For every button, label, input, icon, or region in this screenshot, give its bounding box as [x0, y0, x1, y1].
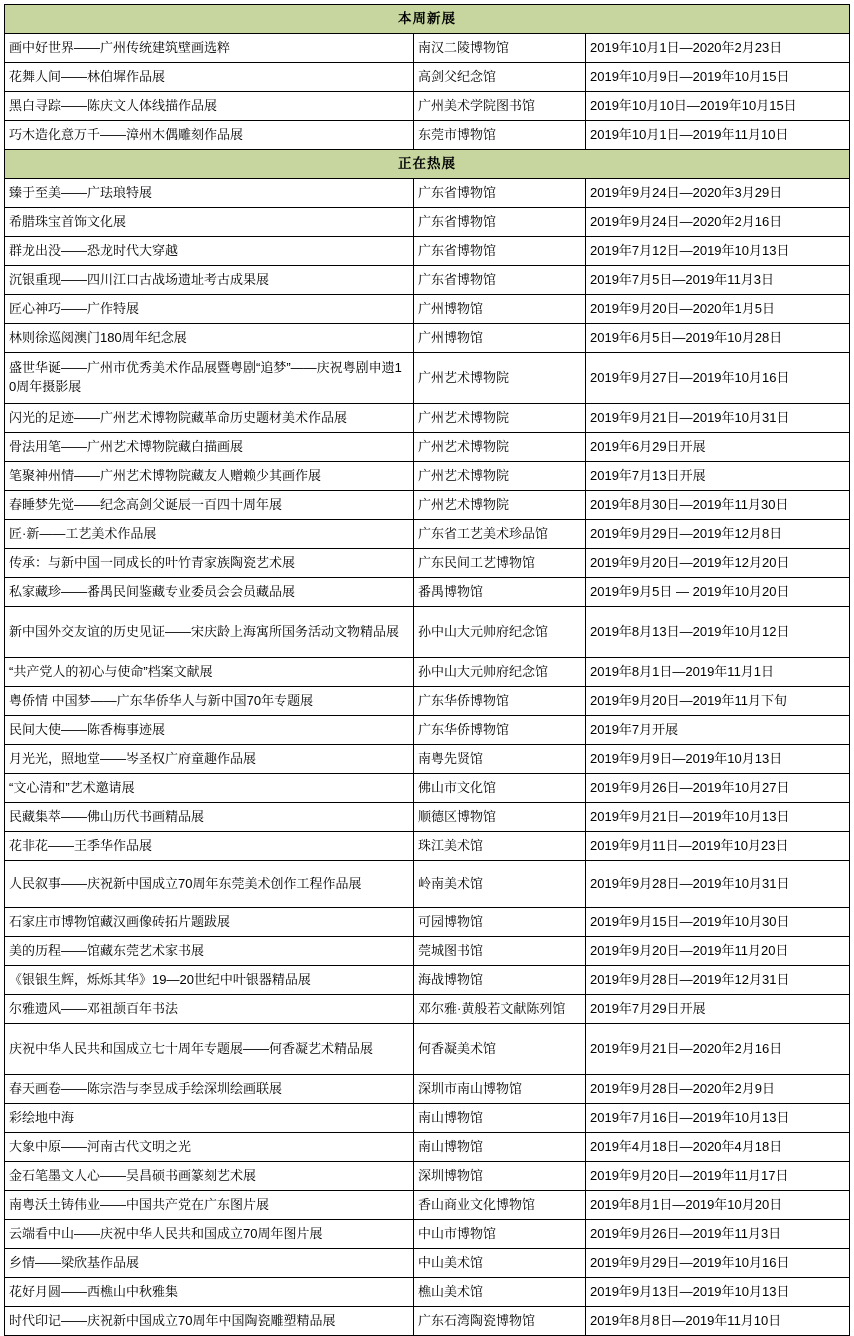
table-row — [5, 803, 850, 832]
exhibition-date: 2019年7月12日—2019年10月13日 — [586, 237, 850, 266]
section-header-row — [5, 150, 850, 179]
exhibition-venue: 广东省博物馆 — [414, 266, 586, 295]
exhibition-venue: 中山市博物馆 — [414, 1220, 586, 1249]
table-row — [5, 433, 850, 462]
exhibition-title: 时代印记——庆祝新中国成立70周年中国陶瓷雕塑精品展 — [5, 1307, 414, 1336]
exhibition-title: 匠·新——工艺美术作品展 — [5, 520, 414, 549]
exhibition-venue: 东莞市博物馆 — [414, 121, 586, 150]
table-row — [5, 1307, 850, 1336]
exhibition-title: 匠心神巧——广作特展 — [5, 295, 414, 324]
exhibition-title: 私家藏珍——番禺民间鉴藏专业委员会会员藏品展 — [5, 578, 414, 607]
exhibition-title: 骨法用笔——广州艺术博物院藏白描画展 — [5, 433, 414, 462]
exhibition-date: 2019年8月1日—2019年10月20日 — [586, 1191, 850, 1220]
exhibition-date: 2019年6月5日—2019年10月28日 — [586, 324, 850, 353]
exhibition-venue: 孙中山大元帅府纪念馆 — [414, 607, 586, 658]
section-header-row — [5, 5, 850, 34]
table-row — [5, 1104, 850, 1133]
exhibition-date: 2019年9月27日—2019年10月16日 — [586, 353, 850, 404]
exhibition-title: 希腊珠宝首饰文化展 — [5, 208, 414, 237]
exhibition-venue: 番禺博物馆 — [414, 578, 586, 607]
table-row — [5, 1162, 850, 1191]
exhibition-venue: 何香凝美术馆 — [414, 1024, 586, 1075]
exhibition-venue: 广东省博物馆 — [414, 208, 586, 237]
exhibition-date: 2019年9月26日—2019年11月3日 — [586, 1220, 850, 1249]
exhibition-title: 花非花——王季华作品展 — [5, 832, 414, 861]
exhibition-date: 2019年9月21日—2019年10月13日 — [586, 803, 850, 832]
exhibition-venue: 佛山市文化馆 — [414, 774, 586, 803]
section-heading: 正在热展 — [5, 150, 850, 179]
exhibition-title: 《银银生辉，烁烁其华》19—20世纪中叶银器精品展 — [5, 966, 414, 995]
table-row — [5, 404, 850, 433]
exhibition-title: 大象中原——河南古代文明之光 — [5, 1133, 414, 1162]
exhibition-title: 乡情——梁欣基作品展 — [5, 1249, 414, 1278]
exhibition-title: 巧木造化意万千——漳州木偶雕刻作品展 — [5, 121, 414, 150]
exhibition-title: 笔聚神州情——广州艺术博物院藏友人赠赖少其画作展 — [5, 462, 414, 491]
exhibition-venue: 顺德区博物馆 — [414, 803, 586, 832]
exhibition-title: 金石笔墨文人心——吴昌硕书画篆刻艺术展 — [5, 1162, 414, 1191]
exhibition-venue: 深圳博物馆 — [414, 1162, 586, 1191]
table-row — [5, 34, 850, 63]
table-row — [5, 520, 850, 549]
exhibition-title: 石家庄市博物馆藏汉画像砖拓片题跋展 — [5, 908, 414, 937]
table-row — [5, 745, 850, 774]
table-row — [5, 1191, 850, 1220]
exhibition-title: 粤侨情 中国梦——广东华侨华人与新中国70年专题展 — [5, 687, 414, 716]
exhibition-title: 民间大使——陈香梅事迹展 — [5, 716, 414, 745]
exhibition-venue: 广东民间工艺博物馆 — [414, 549, 586, 578]
table-row — [5, 937, 850, 966]
table-row — [5, 208, 850, 237]
exhibition-date: 2019年10月10日—2019年10月15日 — [586, 92, 850, 121]
table-row — [5, 549, 850, 578]
table-row — [5, 63, 850, 92]
exhibition-venue: 广东石湾陶瓷博物馆 — [414, 1307, 586, 1336]
table-row — [5, 1075, 850, 1104]
exhibition-date: 2019年9月28日—2019年10月31日 — [586, 861, 850, 908]
exhibition-title: 美的历程——馆藏东莞艺术家书展 — [5, 937, 414, 966]
exhibition-venue: 南粤先贤馆 — [414, 745, 586, 774]
exhibition-date: 2019年8月13日—2019年10月12日 — [586, 607, 850, 658]
exhibition-title: 月光光，照地堂——岑圣权广府童趣作品展 — [5, 745, 414, 774]
table-row — [5, 1133, 850, 1162]
table-row — [5, 716, 850, 745]
exhibition-date: 2019年9月29日—2019年10月16日 — [586, 1249, 850, 1278]
table-row — [5, 237, 850, 266]
exhibition-venue: 可园博物馆 — [414, 908, 586, 937]
exhibition-date: 2019年9月20日—2019年12月20日 — [586, 549, 850, 578]
table-row — [5, 1024, 850, 1075]
exhibition-title: 闪光的足迹——广州艺术博物院藏革命历史题材美术作品展 — [5, 404, 414, 433]
exhibition-venue: 邓尔雅·黄般若文献陈列馆 — [414, 995, 586, 1024]
table-row — [5, 995, 850, 1024]
exhibition-title: 盛世华诞——广州市优秀美术作品展暨粤剧“追梦”——庆祝粤剧申遗10周年摄影展 — [5, 353, 414, 404]
table-row — [5, 121, 850, 150]
exhibition-title: “共产党人的初心与使命”档案文献展 — [5, 658, 414, 687]
exhibition-title: 花舞人间——林伯墀作品展 — [5, 63, 414, 92]
exhibition-venue: 广州艺术博物院 — [414, 404, 586, 433]
exhibition-date: 2019年9月21日—2020年2月16日 — [586, 1024, 850, 1075]
exhibition-date: 2019年7月29日开展 — [586, 995, 850, 1024]
exhibition-date: 2019年9月5日 — 2019年10月20日 — [586, 578, 850, 607]
exhibition-date: 2019年9月20日—2020年1月5日 — [586, 295, 850, 324]
table-row — [5, 966, 850, 995]
exhibition-venue: 广州艺术博物院 — [414, 353, 586, 404]
table-row — [5, 324, 850, 353]
exhibition-date: 2019年10月1日—2020年2月23日 — [586, 34, 850, 63]
exhibition-venue: 南汉二陵博物馆 — [414, 34, 586, 63]
exhibition-title: 尔雅遗风——邓祖颉百年书法 — [5, 995, 414, 1024]
exhibition-title: 庆祝中华人民共和国成立七十周年专题展——何香凝艺术精品展 — [5, 1024, 414, 1075]
exhibition-date: 2019年9月13日—2019年10月13日 — [586, 1278, 850, 1307]
exhibition-venue: 广东省工艺美术珍品馆 — [414, 520, 586, 549]
table-row — [5, 908, 850, 937]
exhibition-title: 人民叙事——庆祝新中国成立70周年东莞美术创作工程作品展 — [5, 861, 414, 908]
exhibition-table — [4, 4, 850, 1336]
exhibition-date: 2019年9月26日—2019年10月27日 — [586, 774, 850, 803]
exhibition-title: 画中好世界——广州传统建筑壁画选粹 — [5, 34, 414, 63]
exhibition-venue: 广州博物馆 — [414, 324, 586, 353]
exhibition-title: 沉银重现——四川江口古战场遗址考古成果展 — [5, 266, 414, 295]
table-row — [5, 832, 850, 861]
exhibition-venue: 高剑父纪念馆 — [414, 63, 586, 92]
table-row — [5, 353, 850, 404]
exhibition-date: 2019年10月1日—2019年11月10日 — [586, 121, 850, 150]
exhibition-date: 2019年7月开展 — [586, 716, 850, 745]
section-heading: 本周新展 — [5, 5, 850, 34]
exhibition-venue: 广州艺术博物院 — [414, 462, 586, 491]
exhibition-date: 2019年9月28日—2020年2月9日 — [586, 1075, 850, 1104]
exhibition-date: 2019年9月24日—2020年3月29日 — [586, 179, 850, 208]
exhibition-venue: 樵山美术馆 — [414, 1278, 586, 1307]
table-row — [5, 1249, 850, 1278]
exhibition-title: 春天画卷——陈宗浩与李昱成手绘深圳绘画联展 — [5, 1075, 414, 1104]
exhibition-title: 传承：与新中国一同成长的叶竹青家族陶瓷艺术展 — [5, 549, 414, 578]
exhibition-venue: 中山美术馆 — [414, 1249, 586, 1278]
exhibition-date: 2019年8月1日—2019年11月1日 — [586, 658, 850, 687]
table-row — [5, 295, 850, 324]
exhibition-title: 花好月圆——西樵山中秋雅集 — [5, 1278, 414, 1307]
table-row — [5, 658, 850, 687]
exhibition-venue: 香山商业文化博物馆 — [414, 1191, 586, 1220]
exhibition-venue: 广东华侨博物馆 — [414, 687, 586, 716]
exhibition-venue: 广州美术学院图书馆 — [414, 92, 586, 121]
exhibition-venue: 孙中山大元帅府纪念馆 — [414, 658, 586, 687]
exhibition-date: 2019年9月11日—2019年10月23日 — [586, 832, 850, 861]
exhibition-date: 2019年9月24日—2020年2月16日 — [586, 208, 850, 237]
exhibition-title: 云端看中山——庆祝中华人民共和国成立70周年图片展 — [5, 1220, 414, 1249]
table-row — [5, 179, 850, 208]
exhibition-date: 2019年7月13日开展 — [586, 462, 850, 491]
table-row — [5, 92, 850, 121]
exhibition-date: 2019年8月30日—2019年11月30日 — [586, 491, 850, 520]
table-row — [5, 491, 850, 520]
exhibition-title: 林则徐巡阅澳门180周年纪念展 — [5, 324, 414, 353]
table-row — [5, 578, 850, 607]
table-row — [5, 861, 850, 908]
exhibition-date: 2019年8月8日—2019年11月10日 — [586, 1307, 850, 1336]
exhibition-date: 2019年4月18日—2020年4月18日 — [586, 1133, 850, 1162]
exhibition-title: 黑白寻踪——陈庆文人体线描作品展 — [5, 92, 414, 121]
exhibition-venue: 海战博物馆 — [414, 966, 586, 995]
exhibition-title: 臻于至美——广珐琅特展 — [5, 179, 414, 208]
exhibition-title: 彩绘地中海 — [5, 1104, 414, 1133]
exhibition-date: 2019年9月20日—2019年11月17日 — [586, 1162, 850, 1191]
table-row — [5, 266, 850, 295]
exhibition-title: 新中国外交友谊的历史见证——宋庆龄上海寓所国务活动文物精品展 — [5, 607, 414, 658]
exhibition-venue: 南山博物馆 — [414, 1104, 586, 1133]
exhibition-venue: 广东省博物馆 — [414, 179, 586, 208]
exhibition-title: 春睡梦先觉——纪念高剑父诞辰一百四十周年展 — [5, 491, 414, 520]
exhibition-date: 2019年9月9日—2019年10月13日 — [586, 745, 850, 774]
table-row — [5, 607, 850, 658]
table-row — [5, 462, 850, 491]
exhibition-venue: 深圳市南山博物馆 — [414, 1075, 586, 1104]
exhibition-venue: 广东华侨博物馆 — [414, 716, 586, 745]
exhibition-date: 2019年9月15日—2019年10月30日 — [586, 908, 850, 937]
exhibition-date: 2019年7月16日—2019年10月13日 — [586, 1104, 850, 1133]
exhibition-venue: 广州博物馆 — [414, 295, 586, 324]
exhibition-title: 南粤沃土铸伟业——中国共产党在广东图片展 — [5, 1191, 414, 1220]
exhibition-venue: 岭南美术馆 — [414, 861, 586, 908]
table-row — [5, 1220, 850, 1249]
exhibition-venue: 广东省博物馆 — [414, 237, 586, 266]
exhibition-table-body — [5, 5, 850, 1336]
exhibition-date: 2019年7月5日—2019年11月3日 — [586, 266, 850, 295]
exhibition-venue: 南山博物馆 — [414, 1133, 586, 1162]
exhibition-venue: 广州艺术博物院 — [414, 491, 586, 520]
exhibition-date: 2019年6月29日开展 — [586, 433, 850, 462]
exhibition-date: 2019年9月20日—2019年11月20日 — [586, 937, 850, 966]
exhibition-venue: 莞城图书馆 — [414, 937, 586, 966]
exhibition-date: 2019年9月20日—2019年11月下旬 — [586, 687, 850, 716]
exhibition-title: 民藏集萃——佛山历代书画精品展 — [5, 803, 414, 832]
table-row — [5, 1278, 850, 1307]
table-row — [5, 687, 850, 716]
exhibition-title: “文心清和”艺术邀请展 — [5, 774, 414, 803]
exhibition-venue: 广州艺术博物院 — [414, 433, 586, 462]
exhibition-venue: 珠江美术馆 — [414, 832, 586, 861]
exhibition-title: 群龙出没——恐龙时代大穿越 — [5, 237, 414, 266]
exhibition-date: 2019年9月28日—2019年12月31日 — [586, 966, 850, 995]
exhibition-date: 2019年9月29日—2019年12月8日 — [586, 520, 850, 549]
exhibition-date: 2019年9月21日—2019年10月31日 — [586, 404, 850, 433]
exhibition-date: 2019年10月9日—2019年10月15日 — [586, 63, 850, 92]
table-row — [5, 774, 850, 803]
